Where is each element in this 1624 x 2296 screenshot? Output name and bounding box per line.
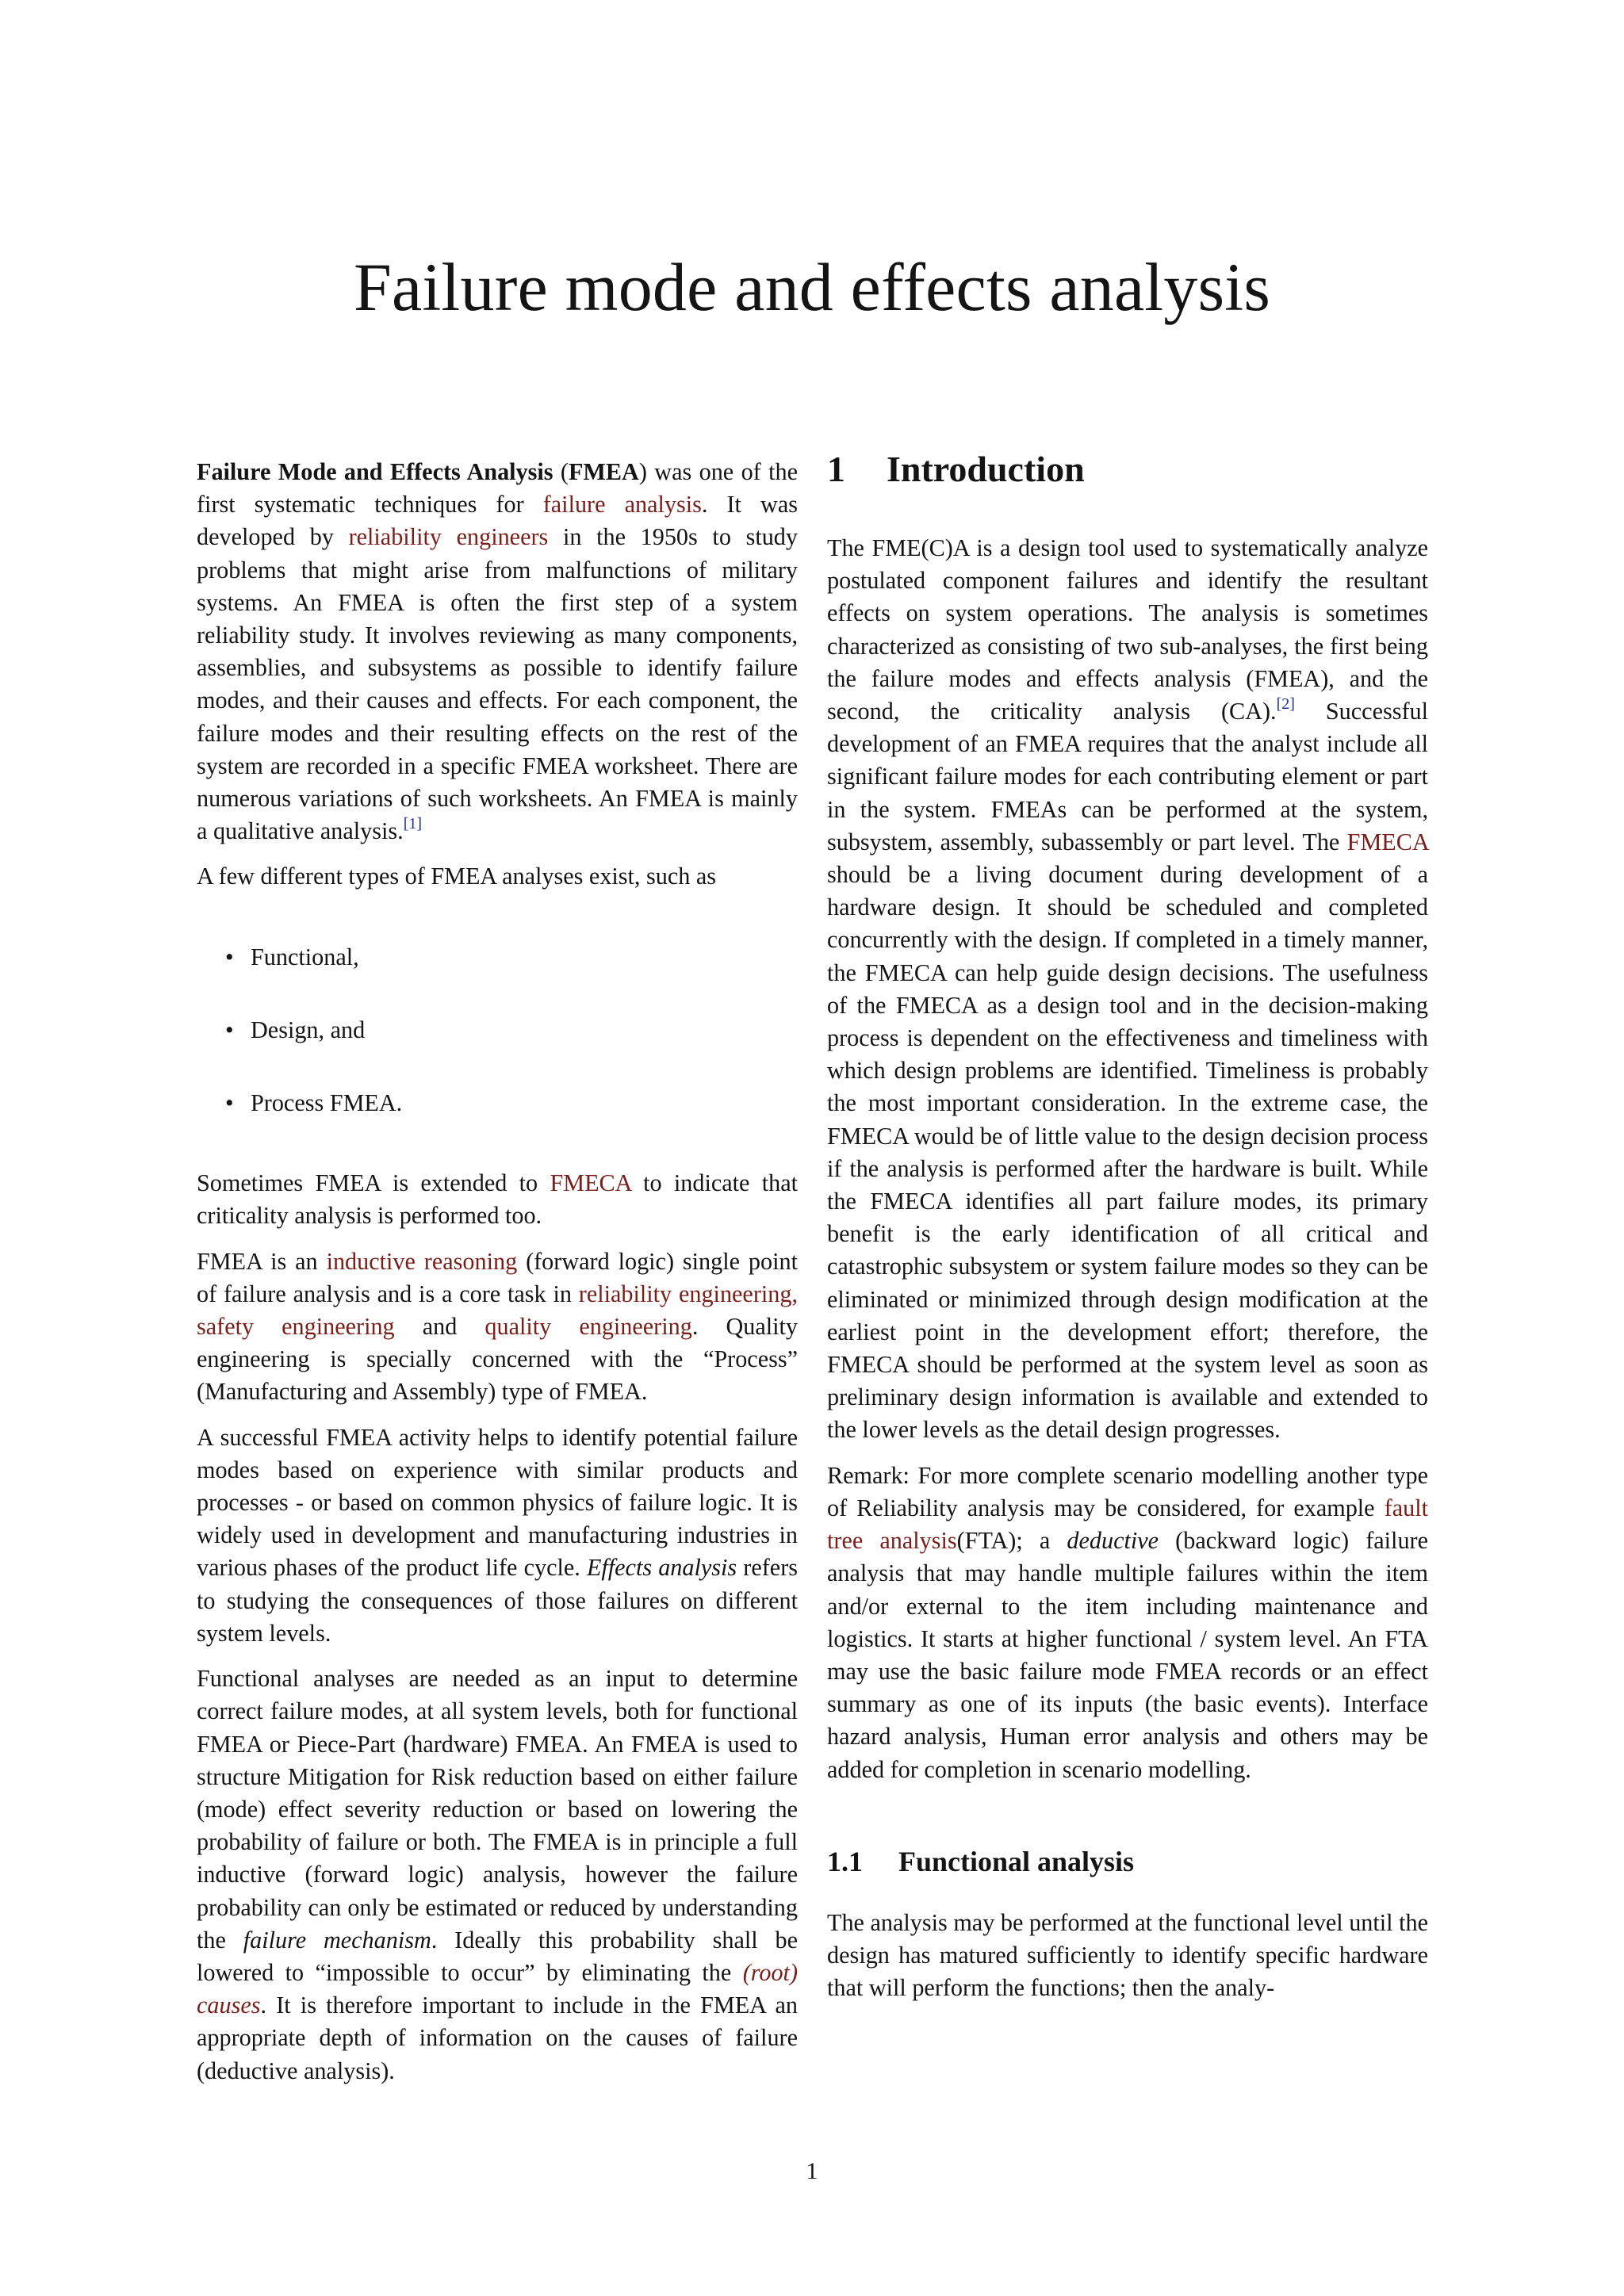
abbr-bold: FMEA: [568, 458, 639, 485]
link-inductive-reasoning[interactable]: inductive reasoning: [326, 1247, 518, 1275]
bullet-icon: •: [225, 1016, 234, 1043]
section-title: Introduction: [887, 449, 1085, 489]
left-column: [197, 456, 798, 2100]
link-quality-engineering[interactable]: quality engineering: [485, 1313, 692, 1341]
subsection-heading-functional-analysis: [827, 1843, 1428, 1880]
page-number: 1: [806, 2158, 818, 2184]
link-fault-tree-analysis[interactable]: fault tree analysis: [827, 1494, 1428, 1555]
link-safety-engineering[interactable]: safety engineering: [197, 1313, 395, 1341]
types-intro: A few different types of FMEA analyses exist, such as: [197, 863, 717, 890]
list-item: • Functional,: [197, 941, 798, 974]
successful-fmea-paragraph: A successful FMEA activity helps to identify potential failure modes based on experience with similar products and processes - or based on common physics of failure logic. It is widely used in development and manufacturing industries in various phases of the product life cycle. Effects analysis refers to studying the consequences of those failures on different system levels.: [197, 1423, 799, 1647]
functional-analyses-paragraph: Functional analyses are needed as an input to determine correct failure modes, at all system levels, both for functional FMEA or Piece-Part (hardware) FMEA. An FMEA is used to structure Mitigation for Risk reduction based on either failure (mode) effect severity reduction or based on lowering the probability of failure or both. The FMEA is in principle a full inductive (forward logic) analysis, however the failure probability can only be estimated or reduced by understanding the failure mechanism. Ideally this probability shall be lowered to “impossible to occur” by eliminating the (root) causes. It is therefore important to include in the FMEA an appropriate depth of information on the causes of failure (deductive analysis).: [197, 1665, 798, 2084]
list-item: • Process FMEA.: [197, 1087, 798, 1119]
link-reliability-engineers[interactable]: reliability engineers: [348, 523, 549, 551]
introduction-paragraph: The FME(C)A is a design tool used to systematically analyze postulated component failures and identify the resultant effects on system operations. The analysis is sometimes characterized as consisting of two sub-analyses, the first being the failure modes and effects analysis (FMEA), and the second, the criticality analysis (CA).[2] Successful development of an FMEA requires that the analyst include all significant failure modes for each contributing element or part in the system. FMEAs can be performed at the system, subsystem, assembly, subassembly or part level. The FMECA should be a living document during development of a hardware design. It should be scheduled and completed concurrently with the design. If completed in a timely manner, the FMECA can help guide design decisions. The usefulness of the FMECA as a design tool and in the decision-making process is dependent on the effectiveness and timeliness with which design problems are identified. Timeliness is probably the most important consideration. In the extreme case, the FMECA would be of little value to the design decision process if the analysis is performed after the hardware is built. While the FMECA identifies all part failure modes, its primary benefit is the early identification of all critical and catastrophic subsystem or system failure modes so they can be eliminated or minimized through design modification at the earliest point in the development effort; therefore, the FMECA should be performed at the system level as soon as preliminary design information is available and extended to the lower levels as the detail design progresses.: [827, 534, 1429, 1444]
fmea-types-list: [197, 941, 798, 1120]
italic-effects-analysis: Effects analysis: [586, 1554, 737, 1582]
subsection-title: Functional analysis: [898, 1845, 1135, 1877]
citation-1[interactable]: [1]: [403, 815, 423, 833]
italic-failure-mechanism: failure mechanism: [243, 1926, 431, 1954]
term-bold: Failure Mode and Effects Analysis: [197, 458, 553, 485]
inductive-paragraph: FMEA is an inductive reasoning (forward logic) single point of failure analysis and is a core task in reliability engineering, safety engineering and quality engineering. Quality engineering is specially concerned with the “Process” (Manufacturing and Assembly) type of FMEA.: [197, 1247, 799, 1406]
link-root-causes[interactable]: (root) causes: [197, 1958, 798, 2019]
page-title: Failure mode and effects analysis: [353, 249, 1271, 325]
intro-paragraph: Failure Mode and Effects Analysis (FMEA) was one of the first systematic techniques for failure analysis. It was developed by reliability engineers in the 1950s to study problems that might arise from malfunctions of military systems. An FMEA is often the first step of a system reliability study. It involves reviewing as many components, assemblies, and subsystems as possible to identify failure modes, and their causes and effects. For each component, the failure modes and their resulting effects on the rest of the system are recorded in a specific FMEA worksheet. There are numerous variations of such worksheets. An FMEA is mainly a qualitative analysis.[1]: [197, 458, 798, 845]
right-column: [827, 449, 1429, 2017]
functional-analysis-paragraph: The analysis may be performed at the functional level until the design has matured sufficiently to identify specific hardware that will perform the functions; then the analy-: [827, 1908, 1428, 2002]
subsection-number: 1.1: [827, 1845, 863, 1877]
fmeca-paragraph: Sometimes FMEA is extended to FMECA to indicate that criticality analysis is performed too.: [197, 1169, 798, 1230]
citation-2[interactable]: [2]: [1276, 695, 1295, 714]
link-fmeca[interactable]: FMECA: [550, 1169, 631, 1197]
bullet-icon: •: [225, 943, 234, 970]
italic-deductive: deductive: [1067, 1527, 1159, 1555]
link-failure-analysis[interactable]: failure analysis: [542, 491, 702, 519]
bullet-icon: •: [225, 1089, 234, 1117]
remark-paragraph: Remark: For more complete scenario modelling another type of Reliability analysis may be considered, for example fault tree analysis(FTA); a deductive (backward logic) failure analysis that may handle multiple failures within the item and/or external to the item including maintenance and logistics. It starts at higher functional / system level. An FTA may use the basic failure mode FMEA records or an effect summary as one of its inputs (the basic events). Interface hazard analysis, Human error analysis and others may be added for completion in scenario modelling.: [827, 1461, 1428, 1783]
link-reliability-engineering[interactable]: reliability engineering: [578, 1280, 792, 1307]
section-number: 1: [827, 449, 845, 489]
section-heading-introduction: [827, 448, 1428, 491]
link-fmeca[interactable]: FMECA: [1346, 828, 1428, 855]
list-item: • Design, and: [197, 1014, 798, 1047]
